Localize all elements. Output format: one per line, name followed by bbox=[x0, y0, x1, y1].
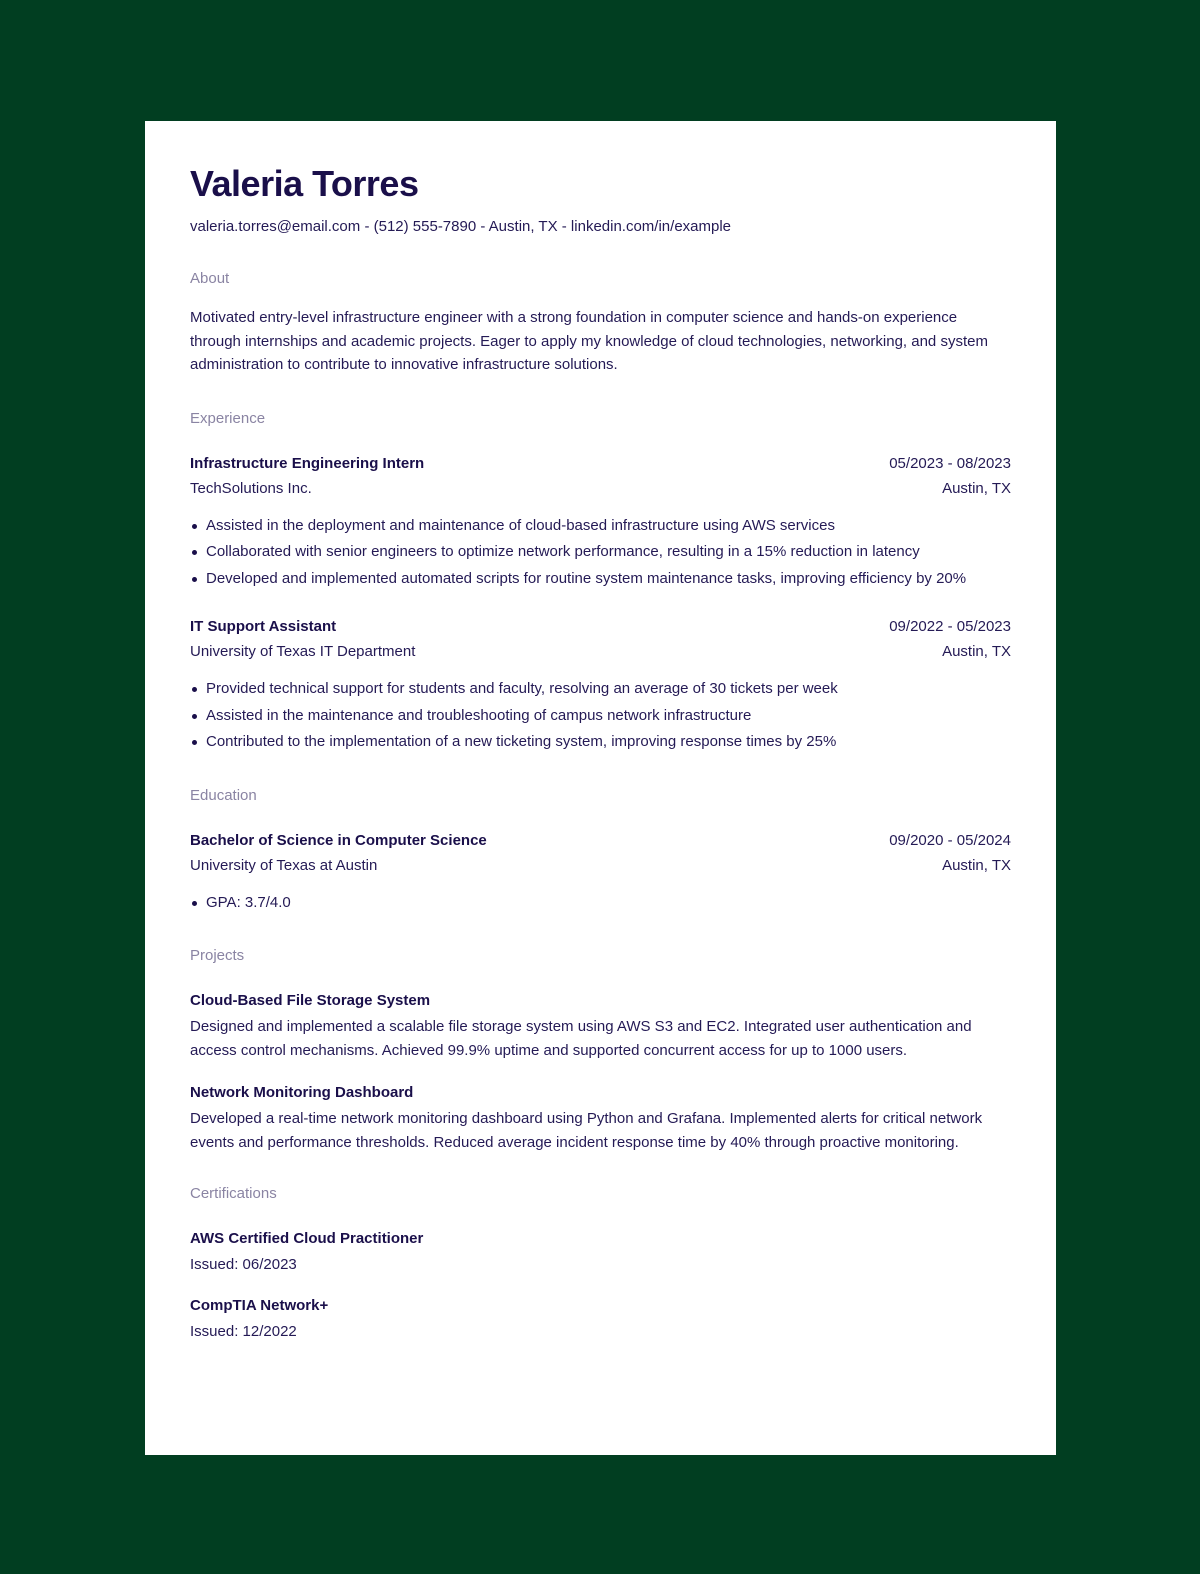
project-entry bbox=[190, 991, 1011, 1062]
candidate-name: Valeria Torres bbox=[190, 163, 419, 204]
job-location: Austin, TX bbox=[942, 643, 1011, 660]
certification-name: CompTIA Network+ bbox=[190, 1297, 329, 1314]
experience-entry bbox=[190, 454, 1011, 593]
job-dates: 09/2022 - 05/2023 bbox=[889, 618, 1011, 635]
project-title: Cloud-Based File Storage System bbox=[190, 992, 431, 1009]
bullet-item: Developed and implemented automated scripts for routine system maintenance tasks, improving efficiency by 20% bbox=[206, 566, 1011, 593]
job-location: Austin, TX bbox=[942, 479, 1011, 497]
certification-issued-date: Issued: 12/2022 bbox=[190, 1323, 297, 1340]
project-title: Network Monitoring Dashboard bbox=[190, 1084, 414, 1101]
job-title: Infrastructure Engineering Intern bbox=[190, 454, 425, 472]
bullet-item: GPA: 3.7/4.0 bbox=[206, 890, 1011, 917]
bullet-list bbox=[190, 890, 1011, 917]
section-title-certifications: Certifications bbox=[190, 1185, 277, 1202]
school-location: Austin, TX bbox=[942, 856, 1011, 874]
certification-entry bbox=[190, 1296, 1011, 1342]
education-dates: 09/2020 - 05/2024 bbox=[889, 831, 1011, 849]
company-name: University of Texas IT Department bbox=[190, 643, 416, 660]
bullet-list bbox=[190, 676, 1011, 756]
education-entry bbox=[190, 831, 1011, 917]
resume-page bbox=[145, 121, 1056, 1455]
project-entry bbox=[190, 1083, 1011, 1154]
degree-title: Bachelor of Science in Computer Science bbox=[190, 831, 487, 849]
bullet-item: Contributed to the implementation of a new ticketing system, improving response times by 25% bbox=[206, 729, 1011, 756]
section-title-projects: Projects bbox=[190, 947, 245, 964]
certification-entry bbox=[190, 1229, 1011, 1275]
job-dates: 05/2023 - 08/2023 bbox=[889, 454, 1011, 472]
section-title-about: About bbox=[190, 270, 230, 287]
certification-issued-date: Issued: 06/2023 bbox=[190, 1256, 297, 1273]
about-text: Motivated entry-level infrastructure engineer with a strong foundation in computer science and hands-on experience through internships and academic projects. Eager to apply my knowledge of cloud technologies, networking, and system administration to contribute to innovative infrastructure solutions. bbox=[190, 309, 988, 373]
bullet-item: Assisted in the deployment and maintenance of cloud-based infrastructure using AWS services bbox=[206, 513, 1011, 540]
bullet-list bbox=[190, 513, 1011, 593]
section-title-experience: Experience bbox=[190, 409, 266, 427]
section-title-education: Education bbox=[190, 786, 257, 804]
bullet-item: Assisted in the maintenance and troubleshooting of campus network infrastructure bbox=[206, 703, 1011, 730]
company-name: TechSolutions Inc. bbox=[190, 479, 312, 497]
project-description: Developed a real-time network monitoring dashboard using Python and Grafana. Implemented alerts for critical network events and performance thresholds. Reduced average incident response time by 40% through proactive monitoring. bbox=[190, 1110, 983, 1151]
school-name: University of Texas at Austin bbox=[190, 856, 378, 874]
bullet-item: Provided technical support for students and faculty, resolving an average of 30 tickets per week bbox=[206, 676, 1011, 703]
experience-entry bbox=[190, 617, 1011, 756]
certification-name: AWS Certified Cloud Practitioner bbox=[190, 1230, 424, 1247]
contact-line: valeria.torres@email.com - (512) 555-7890 - Austin, TX - linkedin.com/in/example bbox=[190, 218, 732, 235]
project-description: Designed and implemented a scalable file storage system using AWS S3 and EC2. Integrated user authentication and access control mechanisms. Achieved 99.9% uptime and supported concurrent access for up to 1000 users. bbox=[190, 1018, 972, 1059]
job-title: IT Support Assistant bbox=[190, 618, 337, 635]
bullet-item: Collaborated with senior engineers to optimize network performance, resulting in a 15% reduction in latency bbox=[206, 539, 1011, 566]
